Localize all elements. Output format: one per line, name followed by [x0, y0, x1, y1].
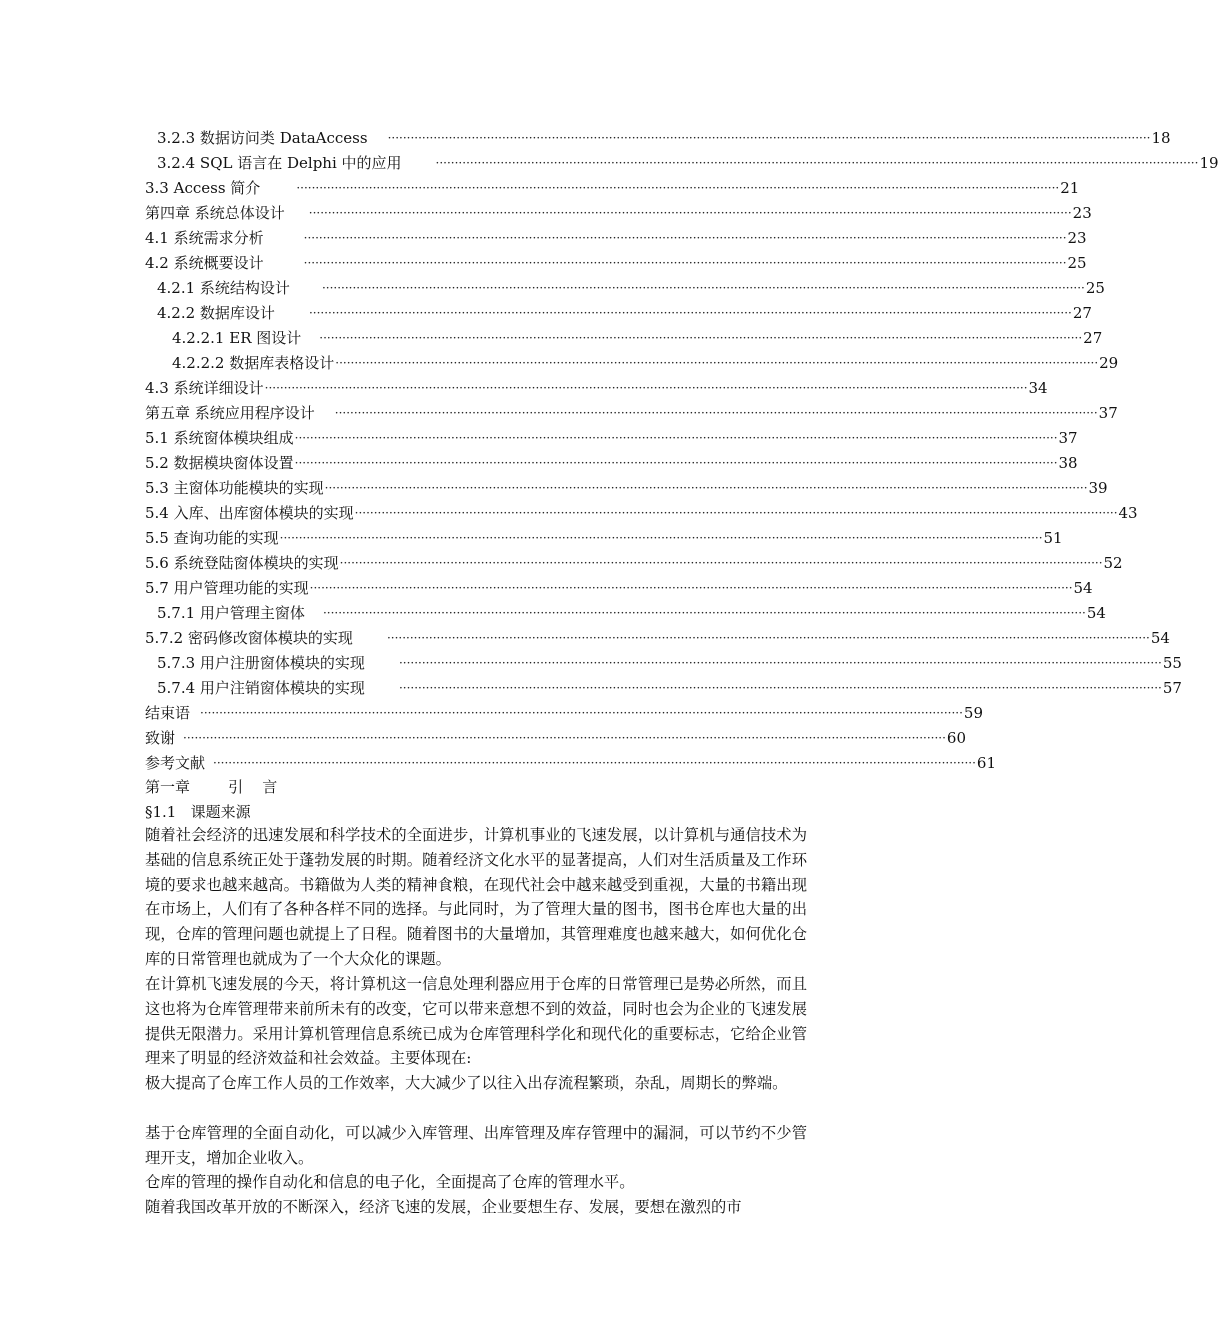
toc-leader-dots: ········································································································································································································ [334, 406, 1098, 420]
toc-entry[interactable] [145, 552, 1123, 574]
toc-entry[interactable] [145, 427, 1078, 449]
toc-entry-title: 5.7.1 用户管理主窗体 [157, 604, 305, 622]
toc-entry[interactable] [157, 127, 1171, 149]
toc-entry-title: 4.2 系统概要设计 [145, 254, 264, 272]
toc-entry-page: 29 [1099, 354, 1119, 372]
toc-entry-title: 结束语 [145, 704, 191, 722]
toc-entry-page: 27 [1072, 304, 1092, 322]
toc-entry[interactable] [145, 527, 1063, 549]
toc-entry-page: 37 [1058, 429, 1078, 447]
toc-leader-dots: ········································································································································································································ [303, 231, 1067, 245]
toc-entry[interactable] [145, 577, 1093, 599]
toc-entry-page: 54 [1086, 604, 1106, 622]
toc-entry-title: 第五章 系统应用程序设计 [145, 404, 315, 422]
toc-entry[interactable] [145, 627, 1170, 649]
toc-entry[interactable] [157, 277, 1105, 299]
body-paragraph: 极大提高了仓库工作人员的工作效率，大大减少了以往入出存流程繁琐，杂乱，周期长的弊端。 [145, 1074, 788, 1092]
toc-entry-title: 5.7.4 用户注销窗体模块的实现 [157, 679, 365, 697]
toc-entry[interactable] [145, 177, 1080, 199]
toc-entry-page: 25 [1085, 279, 1105, 297]
toc-entry-page: 37 [1098, 404, 1118, 422]
toc-leader-dots: ········································································································································································································ [309, 581, 1073, 595]
toc-entry-title: 3.2.3 数据访问类 DataAccess [157, 129, 368, 147]
toc-entry-page: 61 [976, 754, 996, 772]
toc-entry-title: 5.7.2 密码修改窗体模块的实现 [145, 629, 353, 647]
toc-entry[interactable] [145, 452, 1078, 474]
toc-entry-title: 5.3 主窗体功能模块的实现 [145, 479, 324, 497]
section-title: §1.1 课题来源 [145, 803, 251, 821]
toc-entry[interactable] [145, 727, 966, 749]
toc-entry-page: 59 [963, 704, 983, 722]
toc-entry-page: 34 [1028, 379, 1048, 397]
toc-leader-dots: ········································································································································································································ [386, 631, 1150, 645]
body-paragraph: 基于仓库管理的全面自动化，可以减少入库管理、出库管理及库存管理中的漏洞，可以节约不少管理开支，增加企业收入。 [145, 1124, 807, 1167]
toc-entry[interactable] [145, 502, 1138, 524]
toc-entry-page: 39 [1088, 479, 1108, 497]
toc-leader-dots: ········································································································································································································ [279, 531, 1043, 545]
toc-entry-title: 4.2.1 系统结构设计 [157, 279, 290, 297]
toc-entry-page: 57 [1162, 679, 1182, 697]
toc-leader-dots: ········································································································································································································ [294, 456, 1058, 470]
toc-entry[interactable] [145, 252, 1087, 274]
body-paragraph: 随着我国改革开放的不断深入，经济飞速的发展，企业要想生存、发展，要想在激烈的市 [145, 1198, 742, 1216]
toc-entry[interactable] [145, 202, 1092, 224]
toc-entry-page: 52 [1103, 554, 1123, 572]
toc-leader-dots: ········································································································································································································ [294, 431, 1058, 445]
toc-entry[interactable] [145, 227, 1087, 249]
toc-entry-page: 43 [1118, 504, 1138, 522]
toc-entry-page: 51 [1043, 529, 1063, 547]
toc-entry-title: 5.5 查询功能的实现 [145, 529, 279, 547]
toc-leader-dots: ········································································································································································································ [324, 481, 1088, 495]
toc-entry-title: 致谢 [145, 729, 176, 747]
toc-entry-page: 19 [1199, 154, 1219, 172]
toc-entry-page: 55 [1162, 654, 1182, 672]
toc-entry-title: 第四章 系统总体设计 [145, 204, 285, 222]
body-paragraph: 在计算机飞速发展的今天，将计算机这一信息处理利器应用于仓库的日常管理已是势必所然，而且这也将为仓库管理带来前所未有的改变，它可以带来意想不到的效益，同时也会为企业的飞速发展提供无限潜力。采用计算机管理信息系统已成为仓库管理科学化和现代化的重要标志，它给企业管理来了明显的经济效益和社会效益。主要体现在: [145, 975, 807, 1068]
body-paragraph: 随着社会经济的迅速发展和科学技术的全面进步，计算机事业的飞速发展，以计算机与通信技术为基础的信息系统正处于蓬勃发展的时期。随着经济文化水平的显著提高，人们对生活质量及工作环境的要求也越来越高。书籍做为人类的精神食粮，在现代社会中越来越受到重视，大量的书籍出现在市场上，人们有了各种各样不同的选择。与此同时，为了管理大量的图书，图书仓库也大量的出现，仓库的管理问题也就提上了日程。随着图书的大量增加，其管理难度也越来越大，如何优化仓库的日常管理也就成为了一个大众化的课题。 [145, 826, 807, 968]
toc-leader-dots: ········································································································································································································ [398, 681, 1162, 695]
toc-leader-dots: ········································································································································································································ [339, 556, 1103, 570]
toc-leader-dots: ········································································································································································································ [335, 356, 1099, 370]
toc-entry-page: 60 [946, 729, 966, 747]
toc-entry-page: 54 [1150, 629, 1170, 647]
toc-entry[interactable] [145, 402, 1118, 424]
toc-entry-title: 4.2.2 数据库设计 [157, 304, 275, 322]
toc-entry-page: 25 [1067, 254, 1087, 272]
toc-entry-title: 3.3 Access 简介 [145, 179, 261, 197]
toc-entry-title: 3.2.4 SQL 语言在 Delphi 中的应用 [157, 154, 402, 172]
toc-entry-title: 5.1 系统窗体模块组成 [145, 429, 294, 447]
toc-entry-page: 23 [1072, 204, 1092, 222]
toc-entry[interactable] [145, 377, 1048, 399]
toc-leader-dots: ········································································································································································································ [322, 606, 1086, 620]
toc-entry-page: 21 [1060, 179, 1080, 197]
toc-entry[interactable] [157, 302, 1092, 324]
toc-entry[interactable] [145, 702, 983, 724]
toc-entry[interactable] [157, 677, 1182, 699]
toc-entry-page: 38 [1058, 454, 1078, 472]
toc-entry-page: 23 [1067, 229, 1087, 247]
toc-leader-dots: ········································································································································································································ [387, 131, 1151, 145]
toc-entry-page: 18 [1151, 129, 1171, 147]
toc-entry[interactable] [172, 327, 1103, 349]
toc-leader-dots: ········································································································································································································ [354, 506, 1118, 520]
toc-entry-title: 5.4 入库、出库窗体模块的实现 [145, 504, 354, 522]
toc-entry-page: 54 [1073, 579, 1093, 597]
toc-entry-page: 27 [1083, 329, 1103, 347]
body-paragraph: 仓库的管理的操作自动化和信息的电子化，全面提高了仓库的管理水平。 [145, 1173, 635, 1191]
toc-leader-dots: ········································································································································································································ [308, 306, 1072, 320]
toc-leader-dots: ········································································································································································································ [321, 281, 1085, 295]
toc-entry[interactable] [172, 352, 1119, 374]
toc-entry-title: 5.2 数据模块窗体设置 [145, 454, 294, 472]
toc-leader-dots: ········································································································································································································ [183, 731, 946, 745]
chapter-title: 第一章 引 言 [145, 778, 278, 796]
toc-entry-title: 参考文献 [145, 754, 206, 772]
toc-entry-title: 5.6 系统登陆窗体模块的实现 [145, 554, 339, 572]
toc-leader-dots: ········································································································································································································ [319, 331, 1083, 345]
toc-entry[interactable] [157, 602, 1106, 624]
toc-leader-dots: ········································································································································································································ [264, 381, 1028, 395]
toc-leader-dots: ········································································································································································································ [200, 706, 963, 720]
toc-entry[interactable] [157, 652, 1182, 674]
toc-entry-title: 4.2.2.2 数据库表格设计 [172, 354, 335, 372]
toc-leader-dots: ········································································································································································································ [303, 256, 1067, 270]
toc-leader-dots: ········································································································································································································ [398, 656, 1162, 670]
toc-entry-title: 4.2.2.1 ER 图设计 [172, 329, 302, 347]
toc-entry-title: 5.7 用户管理功能的实现 [145, 579, 309, 597]
toc-entry-title: 4.1 系统需求分析 [145, 229, 264, 247]
toc-entry-title: 4.3 系统详细设计 [145, 379, 264, 397]
toc-entry[interactable] [145, 752, 996, 774]
toc-entry[interactable] [157, 152, 1219, 174]
toc-leader-dots: ········································································································································································································ [435, 156, 1199, 170]
toc-leader-dots: ········································································································································································································ [308, 206, 1072, 220]
toc-leader-dots: ········································································································································································································ [296, 181, 1060, 195]
toc-leader-dots: ········································································································································································································ [213, 756, 976, 770]
toc-entry[interactable] [145, 477, 1108, 499]
toc-entry-title: 5.7.3 用户注册窗体模块的实现 [157, 654, 365, 672]
